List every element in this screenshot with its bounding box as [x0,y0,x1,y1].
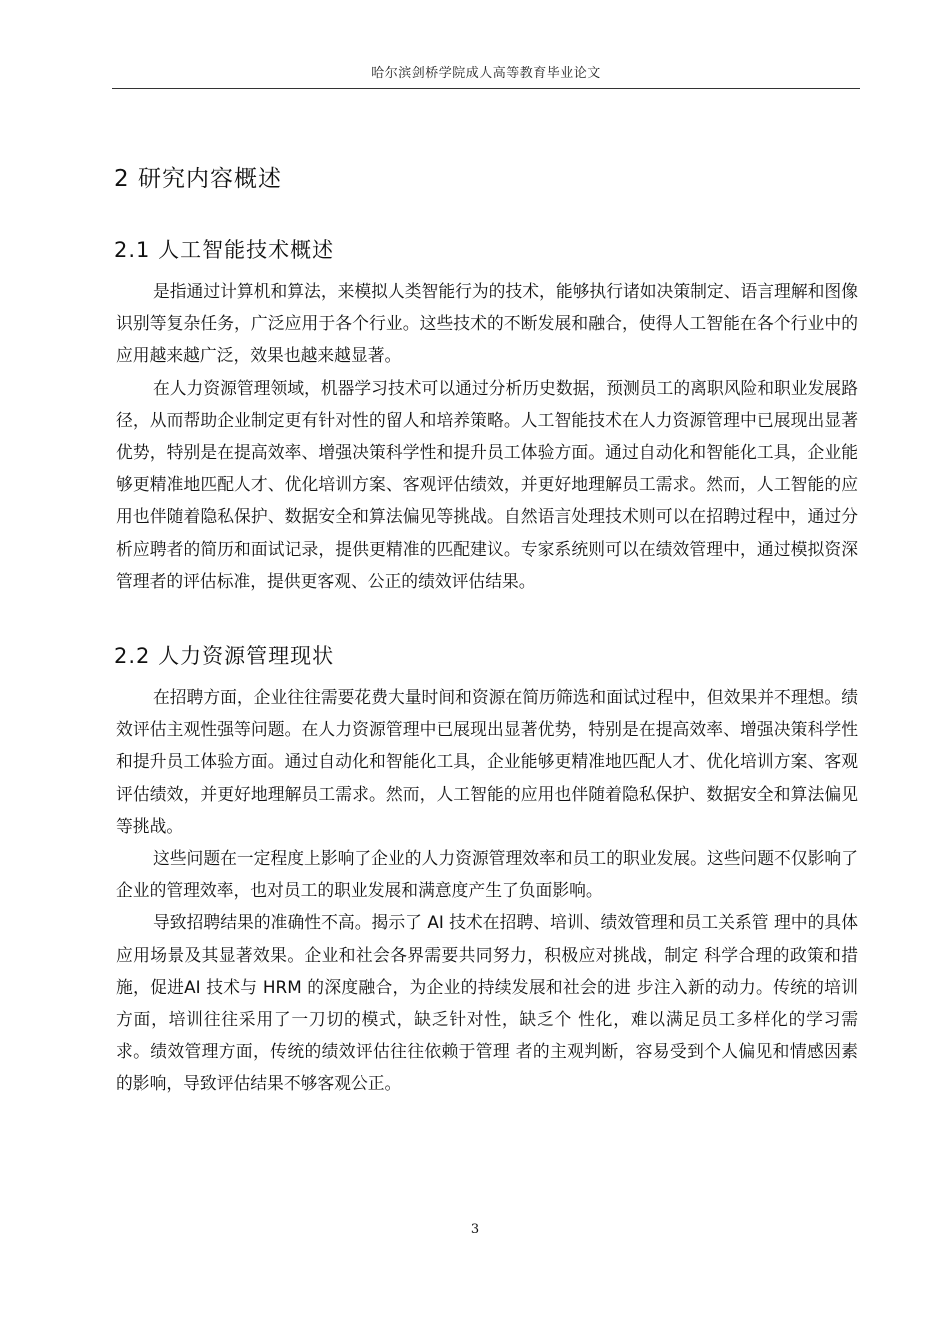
paragraph: 导致招聘结果的准确性不高。揭示了 AI 技术在招聘、培训、绩效管理和员工关系管 理中的具体应用场景及其显著效果。企业和社会各界需要共同努力，积极应对挑战，制定 科学合理的政策和措施，促进AI 技术与 HRM 的深度融合，为企业的持续发展和社会的进 步注入新的动力。传统的培训方面，培训往往采用了一刀切的模式，缺乏针对性，缺乏个 性化，难以满足员工多样化的学习需求。绩效管理方面，传统的绩效评估往往依赖于管理 者的主观判断，容易受到个人偏见和情感因素的影响，导致评估结果不够客观公正。 [116,912,858,1094]
paragraph: 这些问题在一定程度上影响了企业的人力资源管理效率和员工的职业发展。这些问题不仅影响了企业的管理效率，也对员工的职业发展和满意度产生了负面影响。 [116,848,858,901]
chapter-title: 2 研究内容概述 [114,166,282,192]
page-number: 3 [470,1222,480,1237]
running-header: 哈尔滨剑桥学院成人高等教育毕业论文 [371,66,601,81]
header-rule [112,88,860,89]
paragraph: 在招聘方面，企业往往需要花费大量时间和资源在简历筛选和面试过程中，但效果并不理想。绩效评估主观性强等问题。在人力资源管理中已展现出显著优势，特别是在提高效率、增强决策科学性和提升员工体验方面。通过自动化和智能化工具，企业能够更精准地匹配人才、优化培训方案、客观评估绩效，并更好地理解员工需求。然而，人工智能的应用也伴随着隐私保护、数据安全和算法偏见等挑战。 [116,687,858,836]
section-title-2-2: 2.2 人力资源管理现状 [114,644,335,668]
section-title-2-1: 2.1 人工智能技术概述 [114,238,335,262]
paragraph: 是指通过计算机和算法，来模拟人类智能行为的技术，能够执行诸如决策制定、语言理解和图像识别等复杂任务，广泛应用于各个行业。这些技术的不断发展和融合，使得人工智能在各个行业中的应用越来越广泛，效果也越来越显著。 [116,281,858,366]
paragraph: 在人力资源管理领域，机器学习技术可以通过分析历史数据，预测员工的离职风险和职业发展路径，从而帮助企业制定更有针对性的留人和培养策略。人工智能技术在人力资源管理中已展现出显著优势，特别是在提高效率、增强决策科学性和提升员工体验方面。通过自动化和智能化工具，企业能够更精准地匹配人才、优化培训方案、客观评估绩效，并更好地理解员工需求。然而，人工智能的应用也伴随着隐私保护、数据安全和算法偏见等挑战。自然语言处理技术则可以在招聘过程中，通过分析应聘者的简历和面试记录，提供更精准的匹配建议。专家系统则可以在绩效管理中，通过模拟资深管理者的评估标准，提供更客观、公正的绩效评估结果。 [116,377,858,591]
section-2-2-body [116,681,858,1100]
section-2-1-body [116,275,858,597]
